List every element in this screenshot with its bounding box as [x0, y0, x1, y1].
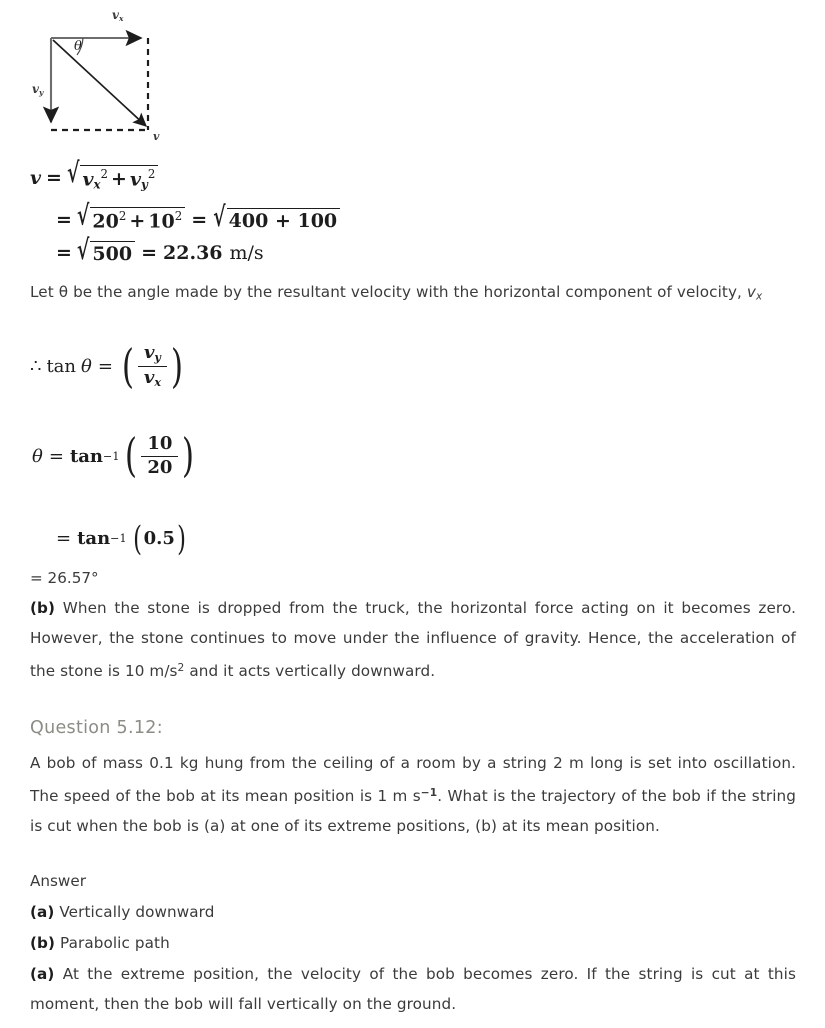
label-vx: $v_x$ — [112, 8, 124, 24]
answer-label: Answer — [30, 872, 86, 890]
left-paren: ( — [132, 519, 142, 558]
equation-line-3: = √ 500 = 22.36 m/s — [56, 234, 264, 267]
question-heading: Question 5.12: — [30, 718, 163, 738]
equation-tan-theta: ∴ tan θ = ( $\frac{v_y}{v_x}$ ) — [30, 338, 184, 393]
equation-theta-arctan-decimal: = tan −1 ( 0.5 ) — [56, 519, 186, 558]
fraction-10-over-20: $\frac{10}{20}$ — [141, 434, 178, 478]
right-paren: ) — [177, 519, 186, 558]
equation-theta-result: = 26.57° — [30, 569, 99, 587]
answer-a-marker: (a) — [30, 903, 55, 921]
left-paren: ( — [125, 428, 138, 483]
left-paren: ( — [121, 338, 134, 393]
equation-line-2: = √ $20^2 + 10^2$ = √ 400 + 100 — [56, 207, 340, 232]
paragraph-part-b: (b) When the stone is dropped from the truck, the horizontal force acting on it becomes zero. However, the stone continues to move under the influence of gravity. Hence, the acceleration of the stone is 10 $m/s^2$ and it acts vertically downward. — [30, 599, 796, 681]
part-b-marker: (b) — [30, 599, 56, 617]
radical-2: √ $20^2 + 10^2$ — [77, 207, 185, 232]
answer-part-b: (b) Parabolic path — [30, 934, 170, 952]
radical-1: √ $v_x^2 + v_y^2$ — [67, 165, 158, 192]
paragraph-question-body: A bob of mass 0.1 kg hung from the ceiling of a room by a string 2 m long is set into oscillation. The speed of the bob at its mean position is 1 m $s^{-1}$. What is the trajectory of the bob if the string is cut when the bob is (a) at one of its extreme positions, (b) at its mean position. — [30, 754, 796, 836]
radical-3: √ 400 + 100 — [213, 208, 340, 232]
equation-velocity-magnitude — [30, 157, 158, 192]
right-paren: ) — [182, 428, 195, 483]
fraction-vy-over-vx: $\frac{v_y}{v_x}$ — [138, 343, 167, 390]
radical-4: √ 500 — [77, 241, 135, 265]
answer-b-marker: (b) — [30, 934, 56, 952]
label-resultant-v: v — [153, 130, 160, 143]
explanation-a-marker: (a) — [30, 965, 55, 983]
velocity-vector-diagram — [20, 8, 210, 160]
paragraph-let-theta: Let θ be the angle made by the resultant velocity with the horizontal component of velocity, vx — [30, 283, 763, 303]
right-paren: ) — [170, 338, 184, 393]
equation-theta-arctan: θ = tan −1 ( $\frac{10}{20}$ ) — [32, 428, 195, 483]
equation-line-1: v = √ $v_x^2 + v_y^2$ — [30, 165, 158, 192]
label-theta: θ — [74, 39, 82, 54]
explanation-part-a: (a) At the extreme position, the velocity of the bob becomes zero. If the string is cut at this moment, then the bob will fall vertically on the ground. — [30, 965, 796, 1013]
answer-part-a: (a) Vertically downward — [30, 903, 215, 921]
label-vy: $v_y$ — [32, 82, 44, 98]
vector-resultant-arrow — [53, 40, 146, 126]
